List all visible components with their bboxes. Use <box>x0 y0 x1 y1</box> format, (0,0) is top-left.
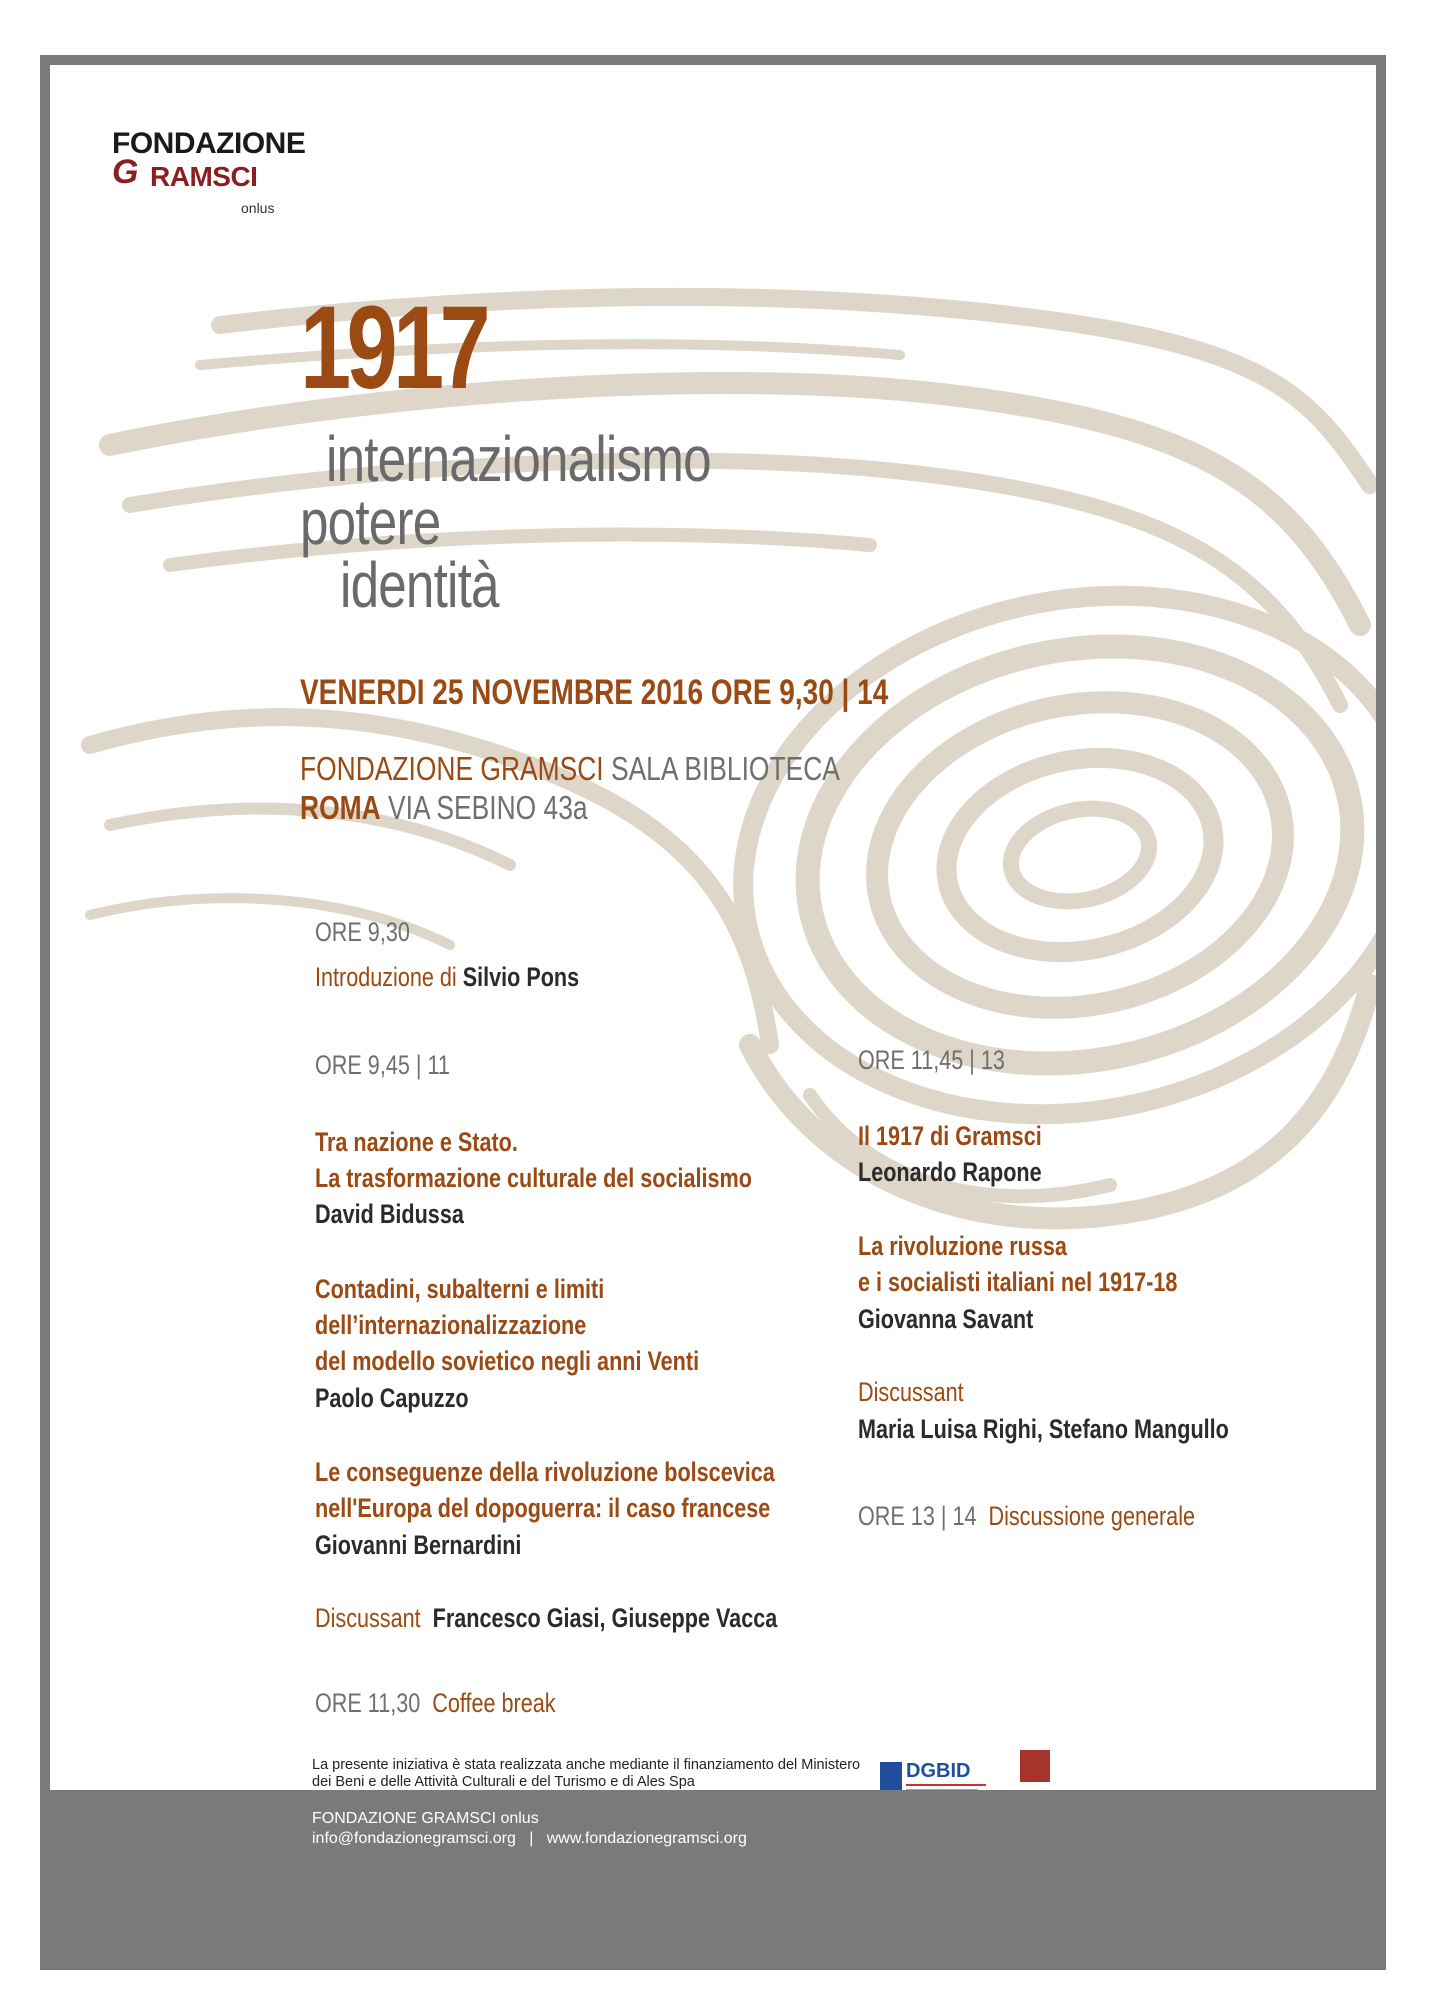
venue-org: FONDAZIONE GRAMSCI <box>300 750 604 787</box>
logo-fondazione: FONDAZIONE <box>112 127 306 160</box>
talk5-speaker: Giovanna Savant <box>858 1304 1034 1334</box>
footer-contacts <box>312 1830 747 1848</box>
session1-discussants: Francesco Giasi, Giuseppe Vacca <box>432 1603 778 1633</box>
talk4-title-l1: Il 1917 di Gramsci <box>858 1121 1042 1151</box>
talk3-speaker: Giovanni Bernardini <box>315 1530 522 1560</box>
closing <box>858 1501 1195 1532</box>
intro-speaker: Silvio Pons <box>462 962 580 992</box>
intro-label: Introduzione di <box>315 962 457 992</box>
closing-time: ORE 13 | 14 <box>858 1501 977 1531</box>
funding-note: La presente iniziativa è stata realizzata anche mediante il finanziamento del Ministero dei Beni e delle Attività Culturali e del Turismo e di Ales Spa <box>312 1757 861 1790</box>
coffee-break <box>315 1688 556 1719</box>
talk2-title-l2: dell’internazionalizzazione <box>315 1310 587 1340</box>
session2-discussant-label: Discussant <box>858 1377 964 1407</box>
title-year: 1917 <box>300 282 487 414</box>
swirl-decoration <box>50 65 1376 1960</box>
footer-website[interactable]: www.fondazionegramsci.org <box>546 1830 747 1847</box>
venue-line-1 <box>300 750 840 788</box>
talk5-title-l2: e i socialisti italiani nel 1917-18 <box>858 1267 1178 1297</box>
coffee-time: ORE 11,30 <box>315 1688 421 1718</box>
logo-gramsci: RAMSCI <box>150 161 258 192</box>
session1-time: ORE 9,45 | 11 <box>315 1050 450 1080</box>
talk2-speaker: Paolo Capuzzo <box>315 1383 469 1413</box>
logo-g-letter: G <box>112 153 139 191</box>
title-line-1: internazionalismo <box>326 423 711 495</box>
session2-time: ORE 11,45 | 13 <box>858 1045 1005 1075</box>
session1-discussant-label: Discussant <box>315 1603 421 1633</box>
talk2-title-l1: Contadini, subalterni e limiti <box>315 1274 605 1304</box>
intro-time: ORE 9,30 <box>315 917 410 947</box>
talk4-speaker: Leonardo Rapone <box>858 1157 1042 1187</box>
dgbid-rule <box>906 1784 986 1786</box>
talk3-title-l2: nell'Europa del dopoguerra: il caso francese <box>315 1493 771 1523</box>
venue-city: ROMA <box>300 789 381 826</box>
footer-email[interactable]: info@fondazionegramsci.org <box>312 1830 516 1847</box>
talk2-title-l3: del modello sovietico negli anni Venti <box>315 1346 700 1376</box>
footer-band <box>50 1790 1376 1960</box>
talk1-title-l2: La trasformazione culturale del socialismo <box>315 1163 752 1193</box>
poster-frame <box>40 55 1386 1970</box>
talk1-speaker: David Bidussa <box>315 1199 464 1229</box>
intro-line <box>315 962 579 993</box>
dgbid-text: DGBID <box>906 1760 971 1782</box>
venue-address: VIA SEBINO 43a <box>388 789 588 826</box>
session2-discussants: Maria Luisa Righi, Stefano Mangullo <box>858 1414 1229 1444</box>
event-date: VENERDI 25 NOVEMBRE 2016 ORE 9,30 | 14 <box>300 673 889 712</box>
coffee-label: Coffee break <box>432 1688 556 1718</box>
closing-label: Discussione generale <box>988 1501 1196 1531</box>
ales-emblem-icon <box>1020 1750 1050 1782</box>
talk3-title-l1: Le conseguenze della rivoluzione bolscevica <box>315 1457 775 1487</box>
title-line-2: potere <box>300 486 441 558</box>
venue-line-2 <box>300 789 588 827</box>
title-line-3: identità <box>340 549 499 621</box>
footer-separator: | <box>529 1830 534 1847</box>
talk5-title-l1: La rivoluzione russa <box>858 1231 1067 1261</box>
talk1-title-l1: Tra nazione e Stato. <box>315 1127 518 1157</box>
session1-discussant <box>315 1603 777 1634</box>
logo-onlus: onlus <box>241 200 275 216</box>
venue-room: SALA BIBLIOTECA <box>610 750 840 787</box>
footer-org: FONDAZIONE GRAMSCI onlus <box>312 1810 539 1827</box>
